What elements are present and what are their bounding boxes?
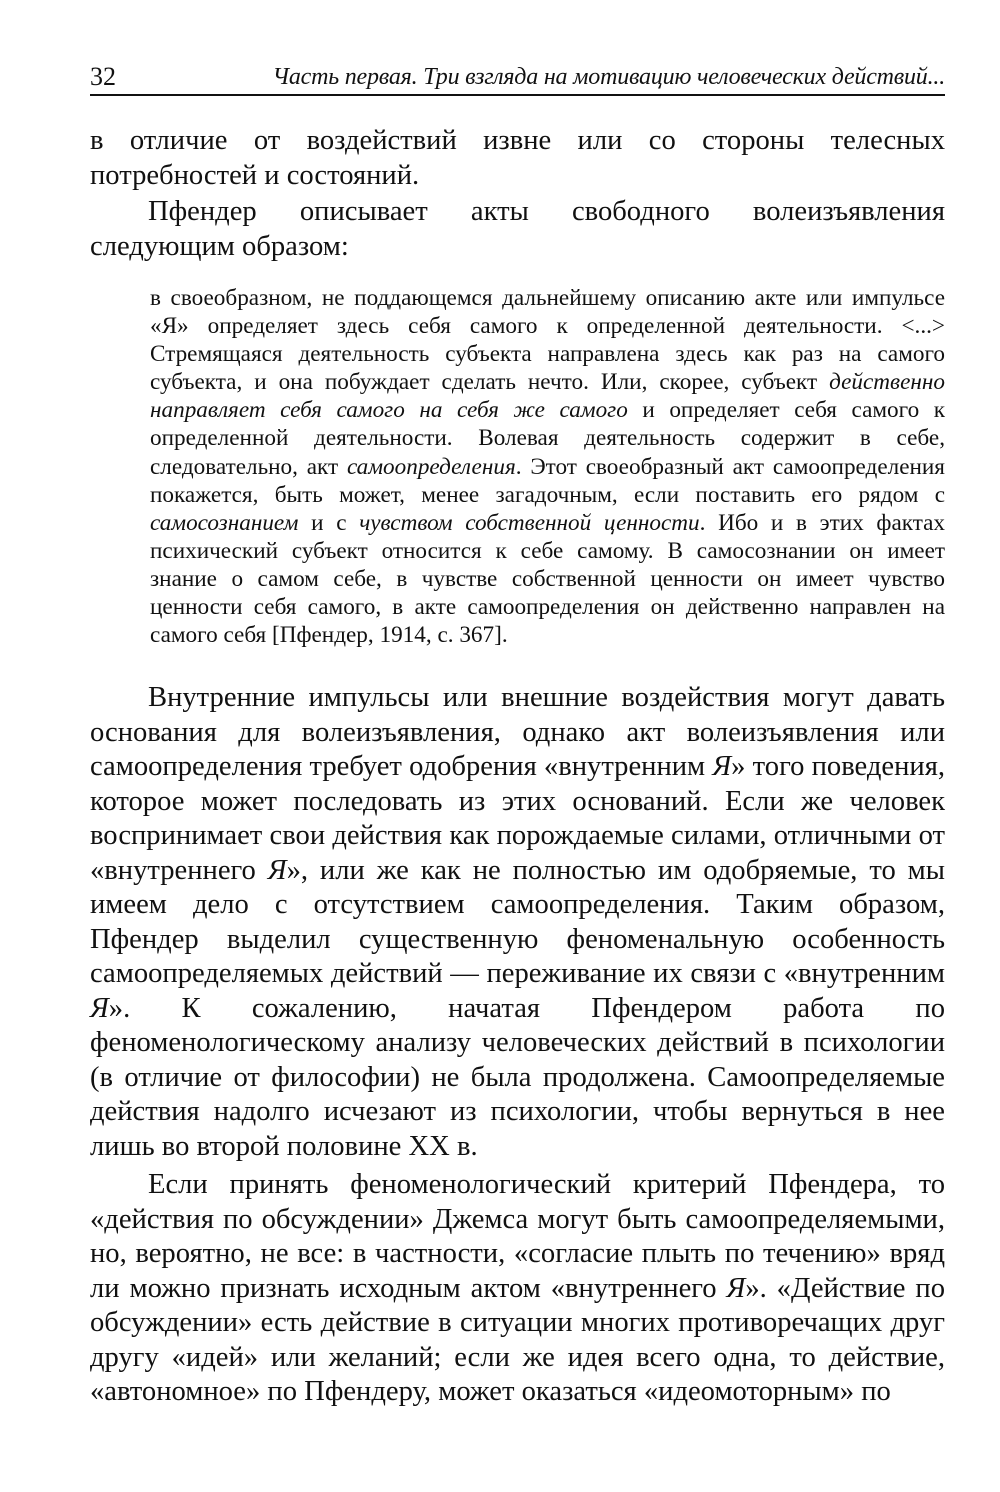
running-title: Часть первая. Три взгляда на мотивацию человеческих действий... xyxy=(272,64,945,90)
paragraph-phenomenological-criterion xyxy=(90,1168,945,1410)
block-quote xyxy=(150,284,945,649)
emphasis: самоопределения xyxy=(346,453,516,480)
emphasis: действенно направляет себя самого на себя же самого xyxy=(150,369,945,424)
paragraph-continuation: в отличие от воздействий извне или со стороны телесных потребностей и состояний. xyxy=(90,125,945,191)
paragraph-intro-quote: Пфендер описывает акты свободного волеизъявления следующим образом: xyxy=(90,196,945,262)
emphasis: самосознанием xyxy=(150,509,299,536)
quote-text: в своеобразном, не поддающемся дальнейшему описанию акте или импульсе «Я» определяет здесь себя самого к определенной деятельности. <...> Стремящаяся деятельность субъекта направлена здесь как раз на самого субъекта, и она побуждает сделать нечто. Или, скорее, субъект xyxy=(150,285,945,396)
text: Если принять феноменологический критерий Пфендера, то «действия по обсуждении» Джемса могут быть самоопределяемыми, но, вероятно, не все: в частности, «согласие плыть по течению» вряд ли можно признать исходным актом «внутреннего xyxy=(90,1169,945,1304)
quote-text: . Этот своеобразный акт самоопределения покажется, быть может, менее загадочным, если поставить его рядом с xyxy=(150,453,945,508)
quote-text: и с xyxy=(298,509,360,536)
emphasis: Я xyxy=(726,1272,746,1304)
text: » того поведения, которое может последовать из этих оснований. Если же человек воспринимает свои действия как порождаемые силами, отличными от «внутреннего xyxy=(90,751,946,886)
page-number: 32 xyxy=(90,62,116,91)
text: », или же как не полностью им одобряемые, то мы имеем дело с отсутствием самоопределения. Таким образом, Пфендер выделил существенную феноменальную особенность самоопределяемых действий — переживание их связи с «внутренним xyxy=(90,854,945,990)
text: ». К сожалению, начатая Пфендером работа по феноменологическому анализу человеческих действий в психологии (в отличие от философии) не была продолжена. Самоопределяемые действия надолго исчезают из психологии, чтобы вернуться в нее лишь во второй половине XX в. xyxy=(90,992,945,1162)
text: Внутренние импульсы или внешние воздействия могут давать основания для волеизъявления, однако акт волеизъявления или самоопределения требует одобрения «внутренним xyxy=(90,682,945,783)
emphasis: чувством собственной ценности xyxy=(359,509,700,536)
quote-text: . Ибо и в этих фактах психический субъект относится к себе самому. В самосознании он имеет знание о самом себе, в чувстве собственной ценности он имеет чувство ценности себя самого, в акте самоопределения он действенно направлен на самого себя [Пфендер, 1914, с. 367]. xyxy=(150,509,945,649)
quote-text: и определяет себя самого к определенной деятельности. Волевая деятельность содержит в себе, следовательно, акт xyxy=(150,397,945,480)
emphasis: Я xyxy=(267,854,287,886)
emphasis: Я xyxy=(90,992,109,1024)
running-header xyxy=(90,52,945,96)
emphasis: Я xyxy=(712,751,732,783)
text: ». «Действие по обсуждении» есть действие в ситуации многих противоречащих друг другу «идей» или желаний; если же идея всего одна, то действие, «автономное» по Пфендеру, может оказаться «идеомоторным» по xyxy=(90,1272,945,1408)
book-page xyxy=(90,52,945,1410)
paragraph-inner-impulses xyxy=(90,681,945,1164)
